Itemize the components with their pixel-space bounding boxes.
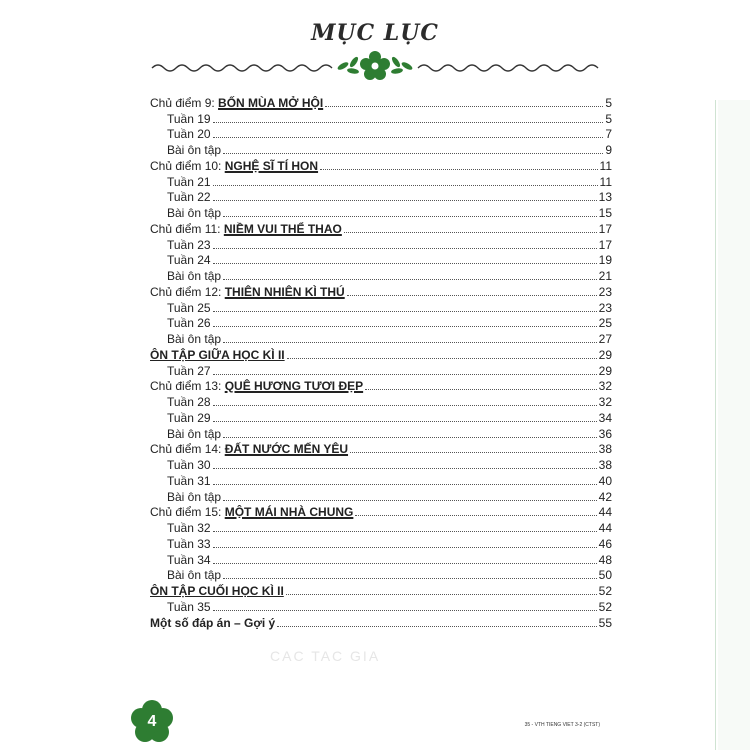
page-edge-strip: [718, 100, 750, 750]
toc-entry-label: Tuần 20: [167, 127, 211, 142]
dot-leader: [344, 232, 597, 233]
toc-page-number: 17: [598, 221, 612, 236]
toc-row: [150, 567, 612, 583]
toc-page-number: 36: [598, 426, 612, 441]
dot-leader: [213, 531, 597, 532]
toc-page-number: 52: [598, 584, 612, 598]
toc-row: [150, 362, 612, 378]
dot-leader: [223, 437, 597, 438]
toc-entry-label: Tuần 22: [167, 190, 211, 205]
toc-page-number: 5: [605, 95, 612, 110]
toc-row: [150, 110, 612, 126]
toc-entry-label: Tuần 30: [167, 458, 211, 472]
dot-leader: [223, 500, 597, 501]
page-title: MỤC LỤC: [311, 20, 439, 46]
toc-page-number: 55: [598, 615, 612, 630]
floral-divider-icon: [150, 46, 600, 82]
topic-prefix: Chủ điểm 9:: [150, 95, 219, 110]
toc-page-number: 32: [598, 379, 612, 394]
topic-name: MỘT MÁI NHÀ CHUNG: [224, 505, 354, 520]
toc-page-number: 23: [598, 300, 612, 315]
toc-row: [150, 94, 612, 110]
toc-page-number: 11: [599, 174, 612, 189]
topic-prefix: Chủ điểm 11:: [150, 221, 224, 236]
dot-leader: [213, 248, 597, 249]
toc-entry-label: Tuần 19: [167, 111, 211, 126]
toc-page-number: 11: [599, 158, 612, 173]
toc-page-number: 32: [598, 395, 612, 409]
dot-leader: [350, 452, 597, 453]
dot-leader: [286, 594, 597, 595]
toc-row: [150, 236, 612, 252]
toc-row: [150, 252, 612, 268]
toc-entry-label: Một số đáp án – Gợi ý: [150, 615, 276, 630]
toc-entry-label: [150, 505, 355, 519]
toc-entry-label: Tuần 33: [167, 536, 211, 551]
toc-row: [150, 189, 612, 205]
page-number: 4: [147, 713, 157, 730]
toc-page-number: 48: [598, 552, 612, 567]
topic-name: THIÊN NHIÊN KÌ THÚ: [224, 284, 345, 299]
topic-name: NIỀM VUI THỂ THAO: [223, 221, 342, 236]
toc-entry-label: Tuần 34: [167, 552, 211, 567]
toc-row: [150, 283, 612, 299]
toc-row: [150, 330, 612, 346]
toc-entry-label: Bài ôn tập: [167, 332, 222, 346]
dot-leader: [213, 484, 597, 485]
toc-page-number: 44: [598, 521, 612, 535]
faded-background-text: CAC TAC GIA: [270, 648, 381, 664]
dot-leader: [347, 295, 597, 296]
toc-row: [150, 378, 612, 394]
dot-leader: [213, 137, 604, 138]
dot-leader: [287, 358, 597, 359]
toc-page-number: 21: [598, 269, 612, 283]
toc-row: [150, 409, 612, 425]
toc-entry-label: Tuần 29: [167, 410, 211, 425]
toc-row: [150, 504, 612, 520]
toc-entry-label: Tuần 25: [167, 300, 211, 315]
toc-entry-label: Tuần 27: [167, 363, 211, 378]
topic-prefix: Chủ điểm 15:: [150, 505, 225, 520]
topic-name: QUÊ HƯƠNG TƯƠI ĐẸP: [224, 379, 364, 394]
toc-row: [150, 346, 612, 362]
toc-entry-label: Tuần 23: [167, 237, 211, 252]
toc-row: [150, 157, 612, 173]
topic-name: ĐẤT NƯỚC MẾN YÊU: [224, 442, 349, 457]
toc-row: [150, 488, 612, 504]
toc-entry-label: Tuần 24: [167, 253, 211, 268]
toc-page-number: 25: [598, 316, 612, 331]
dot-leader: [223, 578, 597, 579]
topic-name: BỐN MÙA MỞ HỘI: [218, 95, 324, 110]
topic-prefix: Chủ điểm 10:: [150, 158, 225, 173]
toc-row: [150, 614, 612, 630]
toc-entry-label: [150, 379, 365, 393]
dot-leader: [223, 342, 597, 343]
dot-leader: [213, 185, 598, 186]
toc-entry-label: Bài ôn tập: [167, 489, 222, 504]
toc-row: [150, 582, 612, 598]
toc-entry-label: [150, 222, 344, 236]
toc-page-number: 50: [598, 568, 612, 583]
topic-prefix: Chủ điểm 13:: [150, 379, 225, 394]
toc-page-number: 46: [598, 536, 612, 551]
toc-entry-label: [150, 285, 347, 299]
toc-entry-label: Bài ôn tập: [167, 206, 222, 220]
toc-page-number: 5: [605, 111, 612, 126]
dot-leader: [223, 153, 603, 154]
dot-leader: [213, 468, 597, 469]
toc-page-number: 15: [598, 206, 612, 220]
toc-page-number: 52: [598, 599, 612, 614]
toc-entry-label: Bài ôn tập: [167, 568, 222, 583]
toc-row: [150, 535, 612, 551]
dot-leader: [213, 374, 597, 375]
toc-entry-label: Bài ôn tập: [167, 426, 222, 441]
toc-entry-label: Tuần 31: [167, 473, 211, 488]
dot-leader: [223, 216, 597, 217]
toc-entry-label: ÔN TẬP CUỐI HỌC KÌ II: [150, 584, 284, 598]
dot-leader: [213, 547, 597, 548]
topic-name: NGHỆ SĨ TÍ HON: [224, 158, 319, 173]
toc-page-number: 17: [598, 237, 612, 252]
toc-page-number: 7: [605, 127, 612, 142]
toc-page-number: 29: [598, 347, 612, 362]
toc-page-number: 38: [598, 458, 612, 472]
toc-row: [150, 441, 612, 457]
dot-leader: [213, 200, 597, 201]
dot-leader: [213, 610, 597, 611]
dot-leader: [213, 563, 597, 564]
dot-leader: [213, 421, 597, 422]
dot-leader: [365, 389, 597, 390]
toc-entry-label: Tuần 35: [167, 599, 211, 614]
toc-page-number: 23: [598, 284, 612, 299]
dot-leader: [213, 263, 597, 264]
toc-row: [150, 267, 612, 283]
toc-entry-label: [150, 159, 320, 173]
toc-entry-label: ÔN TẬP GIỮA HỌC KÌ II: [150, 347, 285, 362]
toc-page-number: 40: [598, 473, 612, 488]
toc-row: [150, 299, 612, 315]
dot-leader: [277, 626, 596, 627]
toc-entry-label: [150, 442, 350, 456]
toc-row: [150, 519, 612, 535]
toc-row: [150, 173, 612, 189]
dot-leader: [213, 405, 597, 406]
toc-entry-label: Tuần 26: [167, 316, 211, 331]
toc-row: [150, 126, 612, 142]
toc-page-number: 42: [598, 489, 612, 504]
toc-page-number: 27: [598, 332, 612, 346]
toc-row: [150, 315, 612, 331]
dot-leader: [355, 515, 596, 516]
toc-entry-label: Bài ôn tập: [167, 269, 222, 283]
toc-row: [150, 456, 612, 472]
toc-entry-label: Tuần 28: [167, 395, 211, 409]
toc-row: [150, 472, 612, 488]
toc-page-number: 13: [598, 190, 612, 205]
topic-prefix: Chủ điểm 12:: [150, 284, 225, 299]
toc-row: [150, 551, 612, 567]
dot-leader: [223, 279, 597, 280]
toc-page-number: 19: [598, 253, 612, 268]
toc-entry-label: Bài ôn tập: [167, 143, 222, 157]
toc-entry-label: Tuần 21: [167, 174, 211, 189]
dot-leader: [213, 122, 604, 123]
toc-row: [150, 393, 612, 409]
toc-entry-label: [150, 96, 325, 110]
toc-page-number: 38: [598, 442, 612, 457]
topic-prefix: Chủ điểm 14:: [150, 442, 225, 457]
dot-leader: [213, 311, 597, 312]
toc-entry-label: Tuần 32: [167, 521, 211, 535]
page-edge-divider: [715, 100, 716, 750]
table-of-contents: [150, 94, 612, 630]
toc-row: [150, 141, 612, 157]
toc-row: [150, 220, 612, 236]
toc-page-number: 34: [598, 410, 612, 425]
toc-row: [150, 204, 612, 220]
dot-leader: [325, 106, 603, 107]
toc-row: [150, 598, 612, 614]
footer-note: 35 - VTH TIENG VIET 3-2 (CTST): [524, 722, 600, 728]
dot-leader: [320, 169, 597, 170]
toc-page-number: 44: [598, 505, 612, 520]
toc-page-number: 9: [605, 143, 612, 157]
toc-page-number: 29: [598, 363, 612, 378]
dot-leader: [213, 326, 597, 327]
toc-row: [150, 425, 612, 441]
